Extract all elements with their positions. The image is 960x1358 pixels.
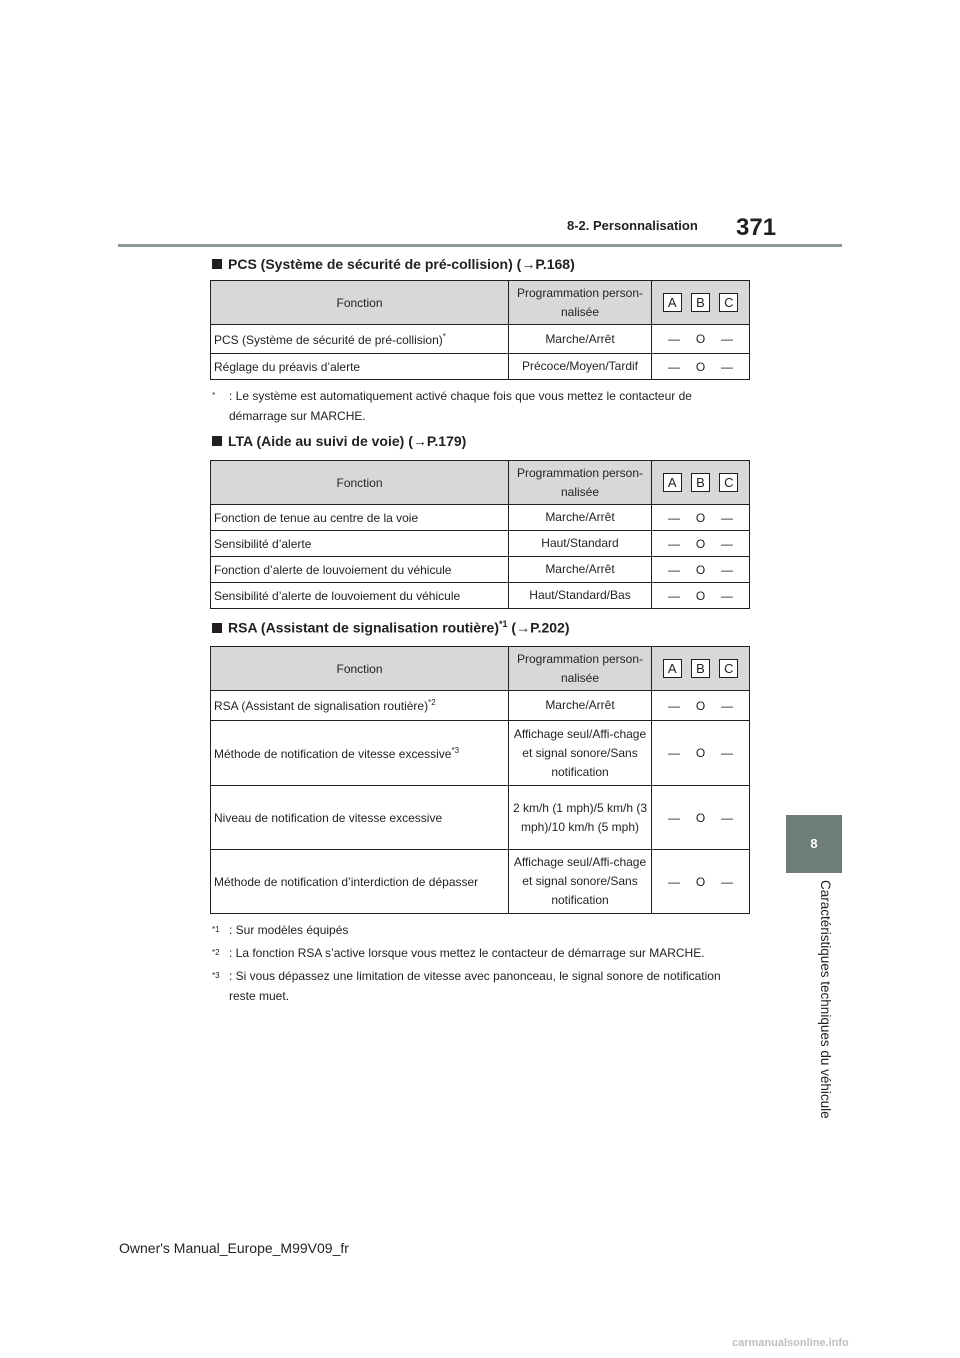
function-cell: Niveau de notification de vitesse excessive bbox=[211, 786, 509, 850]
setting-cell: 2 km/h (1 mph)/5 km/h (3 mph)/10 km/h (5 mph) bbox=[509, 786, 652, 850]
table-row: Sensibilité d’alerte Haut/Standard — O — bbox=[211, 531, 750, 557]
lta-table bbox=[210, 460, 750, 609]
function-cell: Réglage du préavis d’alerte bbox=[211, 354, 509, 380]
setting-cell: Haut/Standard bbox=[509, 531, 652, 557]
rsa-footnote-2: $^{*2}$ : La fonction RSA s’active lorsque vous mettez le contacteur de démarrage sur MARCHE. bbox=[212, 946, 705, 960]
box-b: B bbox=[691, 473, 710, 492]
column-header-abc bbox=[652, 647, 750, 691]
function-cell: Méthode de notification d’interdiction de dépasser bbox=[211, 850, 509, 914]
setting-cell: Affichage seul/Affi-chage et signal sonore/Sans notification bbox=[509, 721, 652, 786]
square-bullet-icon bbox=[212, 623, 222, 633]
rsa-heading: RSA (Assistant de signalisation routière)$^{*1}$ (→P.202) bbox=[212, 619, 570, 636]
setting-cell: Marche/Arrêt bbox=[509, 557, 652, 583]
function-cell: Fonction de tenue au centre de la voie bbox=[211, 505, 509, 531]
rsa-footnote-3: $^{*3}$ : Si vous dépassez une limitation de vitesse avec panonceau, le signal sonore de notification reste muet. bbox=[212, 969, 721, 1003]
table-row: Fonction d’alerte de louvoiement du véhicule Marche/Arrêt — O — bbox=[211, 557, 750, 583]
column-header-abc bbox=[652, 461, 750, 505]
lta-heading: LTA (Aide au suivi de voie) (→P.179) bbox=[212, 433, 466, 449]
table-row: PCS (Système de sécurité de pré-collision)* Marche/Arrêt — O — bbox=[211, 325, 750, 354]
function-cell: Fonction d’alerte de louvoiement du véhicule bbox=[211, 557, 509, 583]
pcs-table bbox=[210, 280, 750, 380]
setting-cell: Précoce/Moyen/Tardif bbox=[509, 354, 652, 380]
box-a: A bbox=[663, 659, 682, 678]
header-rule bbox=[118, 244, 842, 247]
setting-cell: Haut/Standard/Bas bbox=[509, 583, 652, 609]
chapter-tab: 8 bbox=[786, 815, 842, 873]
function-cell: PCS (Système de sécurité de pré-collision)* bbox=[211, 325, 509, 354]
table-row: RSA (Assistant de signalisation routière)$^{*2}$ Marche/Arrêt — O — bbox=[211, 691, 750, 721]
column-header-programming: Programmation person-nalisée bbox=[509, 461, 652, 505]
function-cell: Sensibilité d’alerte bbox=[211, 531, 509, 557]
box-a: A bbox=[663, 293, 682, 312]
chapter-label: Caractéristiques techniques du véhicule bbox=[818, 880, 833, 1119]
column-header-function: Fonction bbox=[211, 461, 509, 505]
table-row: Fonction de tenue au centre de la voie Marche/Arrêt — O — bbox=[211, 505, 750, 531]
box-c: C bbox=[719, 659, 738, 678]
box-b: B bbox=[691, 293, 710, 312]
square-bullet-icon bbox=[212, 436, 222, 446]
column-header-programming: Programmation person-nalisée bbox=[509, 281, 652, 325]
setting-cell: Marche/Arrêt bbox=[509, 325, 652, 354]
box-c: C bbox=[719, 473, 738, 492]
pcs-heading: PCS (Système de sécurité de pré-collision) (→P.168) bbox=[212, 256, 575, 272]
column-header-function: Fonction bbox=[211, 281, 509, 325]
rsa-table bbox=[210, 646, 750, 914]
setting-cell: Marche/Arrêt bbox=[509, 691, 652, 721]
setting-cell: Affichage seul/Affi-chage et signal sonore/Sans notification bbox=[509, 850, 652, 914]
table-row: Méthode de notification de vitesse excessive$^{*3}$ Affichage seul/Affi-chage et signal sonore/Sans notification — O — bbox=[211, 721, 750, 786]
table-row: Sensibilité d’alerte de louvoiement du véhicule Haut/Standard/Bas — O — bbox=[211, 583, 750, 609]
column-header-programming: Programmation person-nalisée bbox=[509, 647, 652, 691]
box-a: A bbox=[663, 473, 682, 492]
function-cell: RSA (Assistant de signalisation routière)$^{*2}$ bbox=[211, 691, 509, 721]
function-cell: Sensibilité d’alerte de louvoiement du véhicule bbox=[211, 583, 509, 609]
table-row: Niveau de notification de vitesse excessive 2 km/h (1 mph)/5 km/h (3 mph)/10 km/h (5 mph) — O — bbox=[211, 786, 750, 850]
page-number: 371 bbox=[736, 214, 777, 241]
column-header-function: Fonction bbox=[211, 647, 509, 691]
box-c: C bbox=[719, 293, 738, 312]
column-header-abc bbox=[652, 281, 750, 325]
table-row: Réglage du préavis d’alerte Précoce/Moyen/Tardif — O — bbox=[211, 354, 750, 380]
pcs-footnote: * : Le système est automatiquement activé chaque fois que vous mettez le contacteur de démarrage sur MARCHE. bbox=[212, 389, 692, 423]
square-bullet-icon bbox=[212, 259, 222, 269]
setting-cell: Marche/Arrêt bbox=[509, 505, 652, 531]
function-cell: Méthode de notification de vitesse excessive$^{*3}$ bbox=[211, 721, 509, 786]
watermark: carmanualsonline.info bbox=[732, 1337, 849, 1349]
table-row: Méthode de notification d’interdiction de dépasser Affichage seul/Affi-chage et signal sonore/Sans notification — O — bbox=[211, 850, 750, 914]
box-b: B bbox=[691, 659, 710, 678]
rsa-footnote-1: $^{*1}$ : Sur modèles équipés bbox=[212, 923, 349, 937]
section-header: 8-2. Personnalisation bbox=[567, 218, 698, 233]
footer: Owner's Manual_Europe_M99V09_fr bbox=[119, 1240, 349, 1256]
